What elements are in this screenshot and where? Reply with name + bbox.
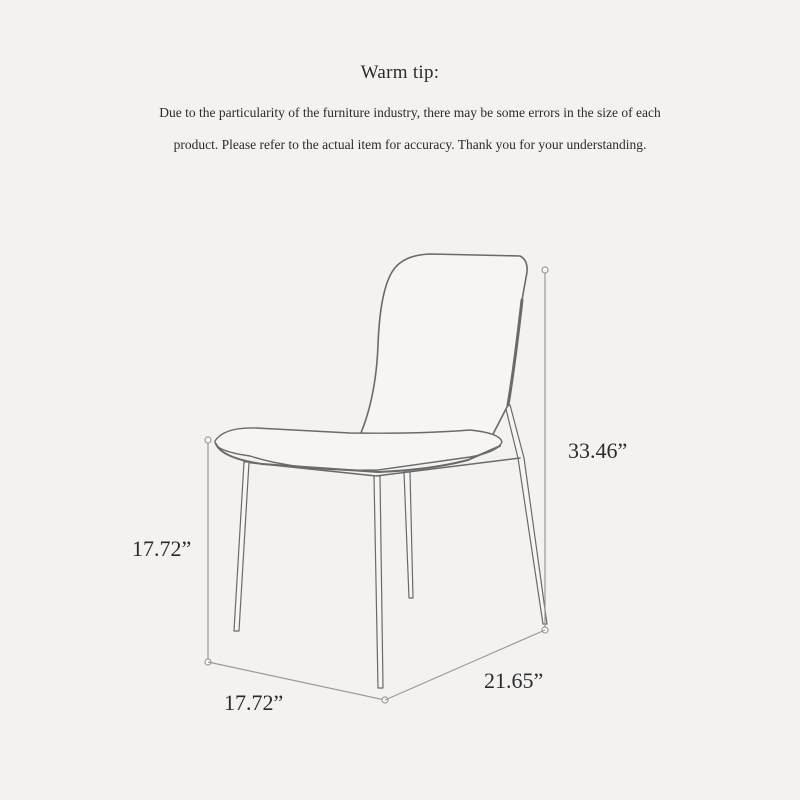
total-height-label: 33.46” xyxy=(568,438,628,463)
seat-height-dimension-endpoint-top xyxy=(205,437,211,443)
warm-tip-title: Warm tip: xyxy=(360,62,440,83)
chair-rear-left-leg xyxy=(404,472,413,598)
seat-height-label: 17.72” xyxy=(132,536,192,561)
chair-rear-right-leg xyxy=(505,405,547,624)
chair-front-right-leg xyxy=(374,476,383,688)
warm-tip-note-line-1: Due to the particularity of the furniture industry, there may be some errors in the size of each xyxy=(159,105,661,120)
warm-tip-note-line-2: product. Please refer to the actual item for accuracy. Thank you for your understanding. xyxy=(173,137,647,152)
chair-backrest xyxy=(358,254,527,440)
width-label: 17.72” xyxy=(224,690,284,715)
chair-front-left-leg xyxy=(234,462,249,631)
dining-chair-icon xyxy=(215,254,547,688)
depth-label: 21.65” xyxy=(484,668,544,693)
height-dimension-endpoint-top xyxy=(542,267,548,273)
